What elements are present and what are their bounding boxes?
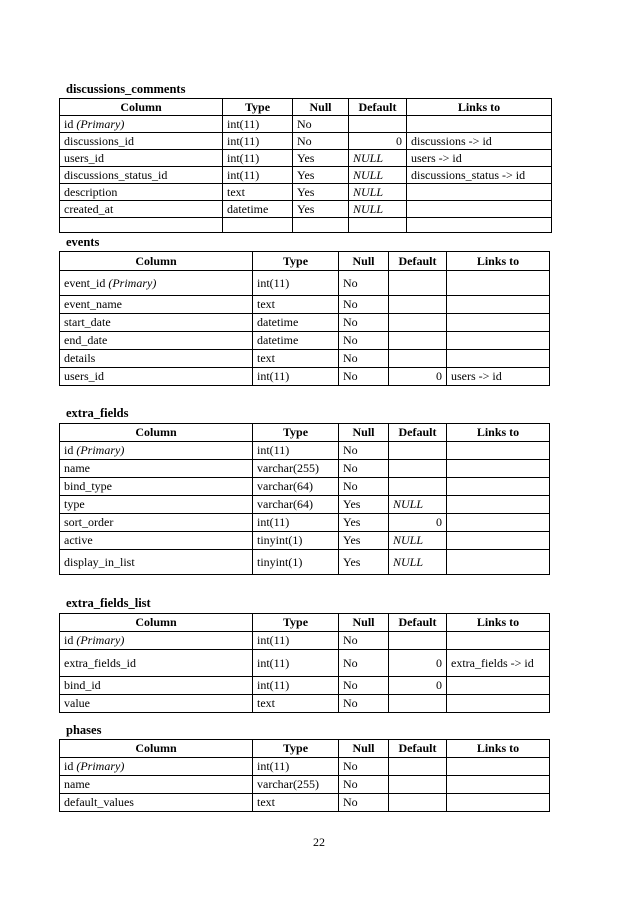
cell-column xyxy=(60,776,253,794)
schema-table xyxy=(59,251,550,386)
cell-type: int(11) xyxy=(223,167,293,184)
column-name: discussions_status_id xyxy=(64,167,168,182)
column-header-column: Column xyxy=(60,614,253,632)
table-row xyxy=(60,296,550,314)
column-header-type: Type xyxy=(253,740,339,758)
table-row xyxy=(60,632,550,650)
page-number: 22 xyxy=(313,835,325,849)
cell-type: text xyxy=(253,296,339,314)
cell-column xyxy=(60,532,253,550)
table-header-row xyxy=(60,740,550,758)
column-header-null: Null xyxy=(339,614,389,632)
cell-column xyxy=(60,167,223,184)
cell-default xyxy=(389,460,447,478)
cell-links xyxy=(447,496,550,514)
cell-column xyxy=(60,442,253,460)
cell-null: Yes xyxy=(339,532,389,550)
table-row xyxy=(60,314,550,332)
cell-default: 0 xyxy=(389,677,447,695)
cell-column xyxy=(60,332,253,350)
column-header-default: Default xyxy=(389,740,447,758)
column-header-null: Null xyxy=(339,252,389,271)
cell-links xyxy=(407,201,552,218)
cell-type: int(11) xyxy=(253,368,339,386)
column-header-null: Null xyxy=(293,99,349,116)
column-name: id xyxy=(64,633,74,647)
cell-default: NULL xyxy=(349,167,407,184)
column-header-type: Type xyxy=(253,424,339,442)
cell-null: No xyxy=(339,677,389,695)
cell-null: No xyxy=(339,271,389,296)
cell-null: No xyxy=(339,776,389,794)
table-row xyxy=(60,332,550,350)
cell-links xyxy=(447,794,550,812)
cell-null: No xyxy=(339,650,389,677)
cell-null xyxy=(293,218,349,233)
cell-type: int(11) xyxy=(253,632,339,650)
cell-default xyxy=(389,776,447,794)
table-header-row xyxy=(60,99,552,116)
column-name: default_values xyxy=(64,795,134,809)
cell-default: NULL xyxy=(349,201,407,218)
column-header-type: Type xyxy=(253,614,339,632)
cell-type: int(11) xyxy=(253,442,339,460)
primary-key-marker: (Primary) xyxy=(76,116,125,131)
cell-type: text xyxy=(253,794,339,812)
cell-column xyxy=(60,758,253,776)
cell-default xyxy=(389,695,447,713)
cell-default xyxy=(389,442,447,460)
table-row xyxy=(60,776,550,794)
cell-type xyxy=(223,218,293,233)
column-header-column: Column xyxy=(60,99,223,116)
cell-links xyxy=(447,695,550,713)
cell-default xyxy=(389,758,447,776)
column-name: id xyxy=(64,116,74,131)
cell-type: tinyint(1) xyxy=(253,532,339,550)
cell-column xyxy=(60,150,223,167)
cell-null: No xyxy=(339,695,389,713)
cell-null: Yes xyxy=(339,514,389,532)
cell-null: No xyxy=(339,478,389,496)
cell-links xyxy=(447,632,550,650)
table-row xyxy=(60,496,550,514)
table-row xyxy=(60,271,550,296)
cell-null: No xyxy=(339,332,389,350)
cell-column xyxy=(60,695,253,713)
schema-table xyxy=(59,423,550,575)
cell-type: int(11) xyxy=(253,650,339,677)
column-name: id xyxy=(64,443,74,457)
cell-links xyxy=(447,350,550,368)
cell-null: No xyxy=(339,758,389,776)
table-row xyxy=(60,677,550,695)
cell-type: varchar(255) xyxy=(253,776,339,794)
cell-type: datetime xyxy=(253,314,339,332)
cell-type: int(11) xyxy=(253,677,339,695)
column-header-type: Type xyxy=(253,252,339,271)
cell-links xyxy=(447,442,550,460)
cell-type: varchar(64) xyxy=(253,496,339,514)
cell-type: int(11) xyxy=(253,271,339,296)
column-name: display_in_list xyxy=(64,554,135,569)
cell-column xyxy=(60,133,223,150)
cell-links xyxy=(447,296,550,314)
cell-type: varchar(64) xyxy=(253,478,339,496)
table-row xyxy=(60,133,552,150)
cell-type: int(11) xyxy=(253,758,339,776)
table-row xyxy=(60,514,550,532)
cell-links xyxy=(447,550,550,575)
cell-default xyxy=(389,478,447,496)
cell-type: text xyxy=(253,350,339,368)
column-name: end_date xyxy=(64,333,108,347)
column-name: sort_order xyxy=(64,515,114,529)
cell-links: users -> id xyxy=(447,368,550,386)
column-name: users_id xyxy=(64,150,104,165)
table-row xyxy=(60,184,552,201)
column-name: type xyxy=(64,497,85,511)
column-header-null: Null xyxy=(339,424,389,442)
cell-column xyxy=(60,296,253,314)
cell-type: text xyxy=(253,695,339,713)
cell-default: NULL xyxy=(389,532,447,550)
cell-column xyxy=(60,218,223,233)
table-row xyxy=(60,167,552,184)
cell-default xyxy=(389,296,447,314)
cell-default xyxy=(389,632,447,650)
column-header-null: Null xyxy=(339,740,389,758)
cell-column xyxy=(60,271,253,296)
primary-key-marker: (Primary) xyxy=(76,443,125,457)
table-header-row xyxy=(60,424,550,442)
primary-key-marker: (Primary) xyxy=(108,275,157,290)
cell-links xyxy=(447,314,550,332)
cell-default: 0 xyxy=(389,514,447,532)
cell-null: No xyxy=(339,632,389,650)
table-row xyxy=(60,478,550,496)
cell-column xyxy=(60,496,253,514)
cell-type: int(11) xyxy=(253,514,339,532)
table-row xyxy=(60,150,552,167)
column-name: description xyxy=(64,184,118,199)
column-name: id xyxy=(64,759,74,773)
table-row xyxy=(60,201,552,218)
cell-default xyxy=(389,332,447,350)
column-name: extra_fields_id xyxy=(64,655,136,670)
cell-links: discussions_status -> id xyxy=(407,167,552,184)
cell-links xyxy=(407,184,552,201)
cell-null: Yes xyxy=(339,550,389,575)
cell-column xyxy=(60,116,223,133)
table-header-row xyxy=(60,252,550,271)
column-header-links: Links to xyxy=(447,614,550,632)
table-row xyxy=(60,116,552,133)
table-row xyxy=(60,650,550,677)
cell-column xyxy=(60,550,253,575)
column-name: discussions_id xyxy=(64,133,135,148)
column-header-default: Default xyxy=(389,614,447,632)
table-title: extra_fields xyxy=(66,406,129,420)
column-name: bind_type xyxy=(64,479,112,493)
table-row xyxy=(60,442,550,460)
column-name: bind_id xyxy=(64,678,101,692)
column-header-type: Type xyxy=(223,99,293,116)
column-name: name xyxy=(64,461,90,475)
cell-links: extra_fields -> id xyxy=(447,650,550,677)
cell-default: 0 xyxy=(389,368,447,386)
table-title: events xyxy=(66,235,100,249)
schema-table xyxy=(59,613,550,713)
cell-links xyxy=(407,218,552,233)
cell-links xyxy=(447,758,550,776)
column-header-column: Column xyxy=(60,424,253,442)
column-header-default: Default xyxy=(389,424,447,442)
table-row xyxy=(60,550,550,575)
cell-default: 0 xyxy=(389,650,447,677)
column-name: start_date xyxy=(64,315,111,329)
cell-links xyxy=(447,514,550,532)
column-name: value xyxy=(64,696,90,710)
table-title: phases xyxy=(66,723,102,737)
schema-table xyxy=(59,98,552,233)
primary-key-marker: (Primary) xyxy=(76,633,125,647)
cell-default: NULL xyxy=(389,550,447,575)
cell-links xyxy=(447,532,550,550)
cell-type: varchar(255) xyxy=(253,460,339,478)
cell-column xyxy=(60,184,223,201)
column-name: users_id xyxy=(64,369,104,383)
cell-column xyxy=(60,201,223,218)
cell-column xyxy=(60,514,253,532)
cell-type: datetime xyxy=(253,332,339,350)
column-name: details xyxy=(64,351,96,365)
table-row xyxy=(60,758,550,776)
cell-default: 0 xyxy=(349,133,407,150)
cell-links: discussions -> id xyxy=(407,133,552,150)
table-row xyxy=(60,532,550,550)
cell-default: NULL xyxy=(349,150,407,167)
table-title: extra_fields_list xyxy=(66,596,151,610)
cell-default xyxy=(389,271,447,296)
column-header-default: Default xyxy=(389,252,447,271)
cell-links: users -> id xyxy=(407,150,552,167)
cell-null: No xyxy=(339,296,389,314)
column-header-links: Links to xyxy=(407,99,552,116)
cell-column xyxy=(60,478,253,496)
cell-column xyxy=(60,314,253,332)
cell-type: tinyint(1) xyxy=(253,550,339,575)
cell-links xyxy=(447,460,550,478)
schema-table xyxy=(59,739,550,812)
column-header-links: Links to xyxy=(447,740,550,758)
column-name: name xyxy=(64,777,90,791)
column-name: event_name xyxy=(64,297,122,311)
cell-type: int(11) xyxy=(223,133,293,150)
cell-null: No xyxy=(293,133,349,150)
cell-null: No xyxy=(339,794,389,812)
cell-null: Yes xyxy=(293,184,349,201)
cell-null: No xyxy=(293,116,349,133)
cell-type: int(11) xyxy=(223,150,293,167)
cell-type: text xyxy=(223,184,293,201)
cell-column xyxy=(60,677,253,695)
column-name: created_at xyxy=(64,201,114,216)
cell-column xyxy=(60,368,253,386)
column-header-links: Links to xyxy=(447,424,550,442)
cell-column xyxy=(60,350,253,368)
cell-null: No xyxy=(339,442,389,460)
cell-default xyxy=(389,794,447,812)
cell-null: Yes xyxy=(293,150,349,167)
cell-null: Yes xyxy=(293,167,349,184)
cell-column xyxy=(60,632,253,650)
table-row xyxy=(60,460,550,478)
cell-default xyxy=(389,350,447,368)
cell-default xyxy=(389,314,447,332)
cell-type: int(11) xyxy=(223,116,293,133)
table-row xyxy=(60,794,550,812)
primary-key-marker: (Primary) xyxy=(76,759,125,773)
cell-default: NULL xyxy=(389,496,447,514)
cell-default: NULL xyxy=(349,184,407,201)
cell-links xyxy=(447,677,550,695)
column-name: event_id xyxy=(64,275,106,290)
column-header-links: Links to xyxy=(447,252,550,271)
cell-column xyxy=(60,650,253,677)
column-header-default: Default xyxy=(349,99,407,116)
cell-null: Yes xyxy=(293,201,349,218)
table-row xyxy=(60,350,550,368)
cell-links xyxy=(447,478,550,496)
column-name: active xyxy=(64,533,93,547)
table-row xyxy=(60,218,552,233)
cell-links xyxy=(447,332,550,350)
cell-null: No xyxy=(339,460,389,478)
table-title: discussions_comments xyxy=(66,82,186,96)
table-row xyxy=(60,695,550,713)
cell-null: No xyxy=(339,314,389,332)
table-row xyxy=(60,368,550,386)
cell-type: datetime xyxy=(223,201,293,218)
cell-links xyxy=(447,776,550,794)
column-header-column: Column xyxy=(60,252,253,271)
cell-column xyxy=(60,794,253,812)
cell-null: Yes xyxy=(339,496,389,514)
column-header-column: Column xyxy=(60,740,253,758)
cell-null: No xyxy=(339,368,389,386)
cell-column xyxy=(60,460,253,478)
cell-links xyxy=(447,271,550,296)
cell-links xyxy=(407,116,552,133)
table-header-row xyxy=(60,614,550,632)
cell-default xyxy=(349,218,407,233)
cell-default xyxy=(349,116,407,133)
cell-null: No xyxy=(339,350,389,368)
